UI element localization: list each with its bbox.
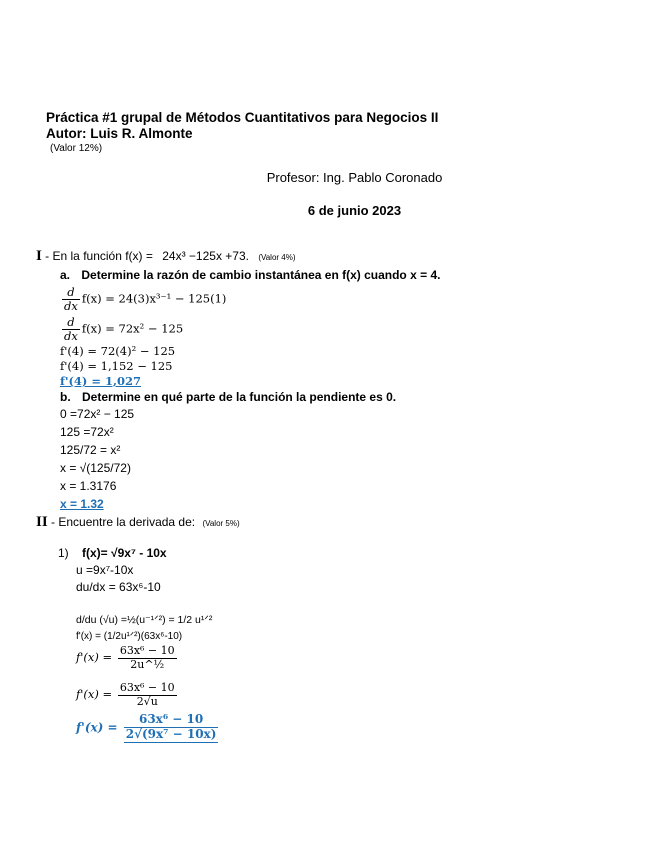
step-1-text: f(x) = 24(3)x³⁻¹ − 125(1) [81,291,227,306]
part-b-line: 0 =72x² − 125 [60,407,135,421]
final-answer [76,713,220,743]
dx-symbol: dx [64,329,78,344]
part-a-answer: f'(4) = 1,027 [60,374,142,388]
section-2-value: (Valor 5%) [202,519,240,528]
answer-denominator: 2√(9x⁷ − 10x) [125,726,217,741]
fprime-label: f'(x) = [76,687,113,702]
fraction-denominator: 2√u [136,694,158,708]
part-a-label: a. [60,268,71,282]
step-2-text: f(x) = 72x² − 125 [81,321,184,336]
section-1-header [36,248,296,265]
part-b-line: x = √(125/72) [60,461,131,475]
dx-symbol: dx [64,299,78,314]
part-a-text: Determine la razón de cambio instantánea en f(x) cuando x = 4. [81,268,441,282]
d-symbol: d [67,285,75,299]
part-b-text: Determine en qué parte de la función la pendiente es 0. [82,390,397,404]
section-2-intro: - Encuentre la derivada de: [47,515,196,529]
fraction-numerator: 63x⁶ − 10 [119,681,175,694]
fraction-denominator: 2u^½ [130,657,165,671]
section-2-header [36,514,240,531]
section-1-intro: - En la función f(x) = [41,249,157,263]
section-1-function: 24x³ −125x +73. [162,249,249,263]
derivative-step-3: f'(4) = 72(4)² − 125 [60,344,176,358]
dudx-line: du/dx = 63x⁶-10 [76,580,161,594]
fprime-product-line: f'(x) = (1/2u¹ᐟ²)(63x⁶-10) [76,631,183,642]
derivative-step-1 [60,286,226,313]
total-value: (Valor 12%) [50,143,103,154]
author-line: Autor: Luis R. Almonte [46,126,193,141]
part-b-line: x = 1.3176 [60,479,117,493]
part-b-label: b. [60,390,71,404]
u-definition: u =9x⁷-10x [76,563,134,577]
part-a-question [60,268,440,282]
answer-numerator: 63x⁶ − 10 [124,713,219,728]
fprime-label: f'(x) = [76,650,113,665]
item-1 [58,546,167,560]
derivative-step-2 [60,316,183,343]
date-line: 6 de junio 2023 [307,203,402,218]
fprime-fraction-1 [76,645,179,671]
section-1-numeral: I [36,248,42,264]
d-symbol: d [67,315,75,329]
section-2-numeral: II [36,514,48,530]
fraction-numerator: 63x⁶ − 10 [119,644,175,657]
part-b-answer: x = 1.32 [60,497,104,511]
fprime-fraction-2 [76,682,179,708]
part-b-line: 125 =72x² [60,425,114,439]
item-1-function: f(x)= √9x⁷ - 10x [82,546,167,560]
fprime-label: f'(x) = [76,720,118,735]
derivative-step-4: f'(4) = 1,152 − 125 [60,359,173,373]
document-title: Práctica #1 grupal de Métodos Cuantitativos para Negocios II [46,110,439,125]
ddu-line: d/du (√u) =½(u⁻¹ᐟ²) = 1/2 u¹ᐟ² [76,614,213,626]
professor-line: Profesor: Ing. Pablo Coronado [266,170,443,185]
item-1-number: 1) [58,546,69,560]
part-b-line: 125/72 = x² [60,443,121,457]
section-1-value: (Valor 4%) [258,253,296,262]
part-b-question [60,390,396,404]
